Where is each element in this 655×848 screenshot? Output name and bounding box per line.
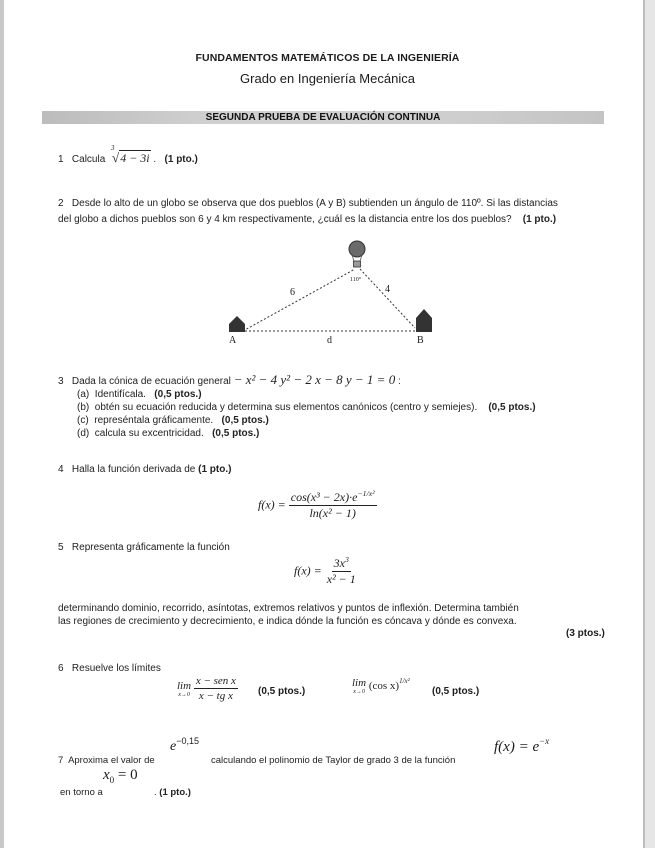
fraction <box>194 675 238 702</box>
points: (0,5 ptos.) <box>488 402 536 413</box>
exponent: −0,15 <box>176 736 199 746</box>
points: (1 pto.) <box>522 214 557 225</box>
punctuation: . <box>153 154 157 165</box>
question-3-item-c <box>77 415 269 426</box>
balloon-icon <box>349 241 365 267</box>
course-title: FUNDAMENTOS MATEMÁTICOS DE LA INGENIERÍA <box>195 52 460 64</box>
formula-lhs: f(x) = <box>258 497 286 512</box>
question-text: Aproxima el valor de <box>68 755 155 766</box>
side-label-6: 6 <box>290 287 295 298</box>
item-label: (c) <box>77 415 89 426</box>
numerator <box>289 490 377 506</box>
exponent: −1/x² <box>357 489 375 498</box>
limit-base: (cos x) <box>368 680 400 692</box>
q4-formula <box>258 490 377 520</box>
question-6 <box>58 663 161 674</box>
question-2-line-2 <box>58 214 556 225</box>
scan-edge-left <box>0 0 4 848</box>
x0-subscript: 0 <box>109 775 115 785</box>
question-5-line-2: las regiones de crecimiento y decrecimiento, e indica dónde la función es cóncava y dónde es convexa. <box>58 616 517 627</box>
numerator: x − sen x <box>194 675 238 689</box>
exponent: −x <box>539 736 550 746</box>
item-label: (b) <box>77 402 90 413</box>
question-7-text-2: calculando el polinomio de Taylor de grado 3 de la función <box>211 755 456 766</box>
limit-1 <box>177 675 238 702</box>
question-text: Calcula <box>71 154 106 165</box>
punctuation: . <box>154 787 157 798</box>
radical-icon: √ <box>112 150 120 165</box>
points: (1 pto.) <box>164 154 198 165</box>
base-e: e <box>170 739 177 754</box>
limit-2 <box>352 677 410 695</box>
x0-var: x <box>103 767 110 783</box>
exponent: 3 <box>344 555 349 564</box>
question-text: Representa gráficamente la función <box>71 542 230 553</box>
q5-formula <box>294 556 358 586</box>
lim-text: lim <box>352 677 367 689</box>
question-1 <box>58 144 198 166</box>
question-7-text-3: en torno a <box>60 787 103 798</box>
question-text: Desde lo alto de un globo se observa que dos pueblos (A y B) subtienden un ángulo de 110º. Si las distancias <box>71 198 558 209</box>
points: (0,5 ptos.) <box>154 389 202 400</box>
question-number: 7 <box>58 755 64 766</box>
question-3-item-a <box>77 389 202 400</box>
points: (1 pto.) <box>159 787 191 798</box>
points: (0,5 ptos.) <box>212 428 260 439</box>
lim-subscript: x→0 <box>353 689 365 695</box>
lim-operator <box>177 680 191 698</box>
conic-equation: − x² − 4 y² − 2 x − 8 y − 1 = 0 <box>233 372 396 387</box>
town-a-label: A <box>229 335 237 346</box>
question-number: 5 <box>58 542 64 553</box>
item-text: represéntala gráficamente. <box>94 415 214 426</box>
question-text: Resuelve los límites <box>71 663 161 674</box>
town-b-house-icon <box>416 309 432 332</box>
denominator: x² − 1 <box>326 572 356 587</box>
limit-1-points: (0,5 ptos.) <box>258 686 306 697</box>
denominator: ln(x² − 1) <box>309 506 356 521</box>
question-text: del globo a dichos pueblos son 6 y 4 km respectivamente, ¿cuál es la distancia entre los dos pueblos? <box>58 214 512 225</box>
question-4 <box>58 464 231 475</box>
punctuation: : <box>397 376 401 387</box>
question-text: Dada la cónica de ecuación general <box>71 376 231 387</box>
item-text: calcula su excentricidad. <box>94 428 204 439</box>
question-number: 3 <box>58 376 64 387</box>
function-text: f(x) = e <box>494 739 540 755</box>
lim-text: lim <box>177 679 192 692</box>
question-5-line-1: determinando dominio, recorrido, asíntotas, extremos relativos y puntos de inflexión. Determina también <box>58 603 519 614</box>
question-7-points <box>154 787 191 798</box>
question-5 <box>58 542 230 553</box>
numerator <box>332 556 351 572</box>
numerator-text: cos(x³ − 2x)·e <box>290 490 358 504</box>
limit-2-points: (0,5 ptos.) <box>432 686 480 697</box>
lim-operator <box>352 677 366 695</box>
scan-edge-right <box>643 0 655 848</box>
question-7-line-1 <box>58 755 155 766</box>
question-3-item-b <box>77 402 536 413</box>
root-index: 3 <box>111 144 115 152</box>
question-number: 2 <box>58 198 64 209</box>
denominator: x − tg x <box>198 690 233 703</box>
fraction <box>289 490 377 520</box>
question-number: 4 <box>58 464 64 475</box>
limit-exponent: 1/x² <box>399 677 410 685</box>
exam-banner-text: SEGUNDA PRUEBA DE EVALUACIÓN CONTINUA <box>205 112 441 123</box>
town-b-label: B <box>417 335 424 346</box>
x0-value: = 0 <box>114 767 138 783</box>
side-label-4: 4 <box>385 284 390 295</box>
q7-value-expression <box>170 736 199 755</box>
question-3 <box>58 372 401 388</box>
question-2-line-1 <box>58 198 558 209</box>
degree-subtitle: Grado en Ingeniería Mecánica <box>240 71 415 86</box>
balloon-triangle-diagram <box>215 236 445 348</box>
nth-root <box>111 144 151 166</box>
question-5-points: (3 ptos.) <box>566 628 605 639</box>
item-label: (d) <box>77 428 90 439</box>
exam-banner <box>42 111 604 124</box>
radicand: 4 − 3i <box>120 151 150 165</box>
fraction <box>325 556 358 586</box>
item-label: (a) <box>77 389 90 400</box>
angle-label: 110° <box>350 277 362 283</box>
formula-lhs: f(x) = <box>294 563 322 578</box>
points: (0,5 ptos.) <box>221 415 269 426</box>
lim-subscript: x→0 <box>178 691 190 698</box>
distance-label-d: d <box>327 335 332 346</box>
q7-x0-expression <box>103 767 138 785</box>
question-3-item-d <box>77 428 259 439</box>
numerator-text: 3x <box>333 556 345 570</box>
question-number: 1 <box>58 154 64 165</box>
item-text: Identifícala. <box>94 389 146 400</box>
question-number: 6 <box>58 663 64 674</box>
points: (1 pto.) <box>198 464 232 475</box>
item-text: obtén su ecuación reducida y determina sus elementos canónicos (centro y semiejes). <box>94 402 478 413</box>
town-a-house-icon <box>229 316 245 332</box>
q7-function-expression <box>494 736 549 756</box>
question-text: Halla la función derivada de <box>71 464 196 475</box>
